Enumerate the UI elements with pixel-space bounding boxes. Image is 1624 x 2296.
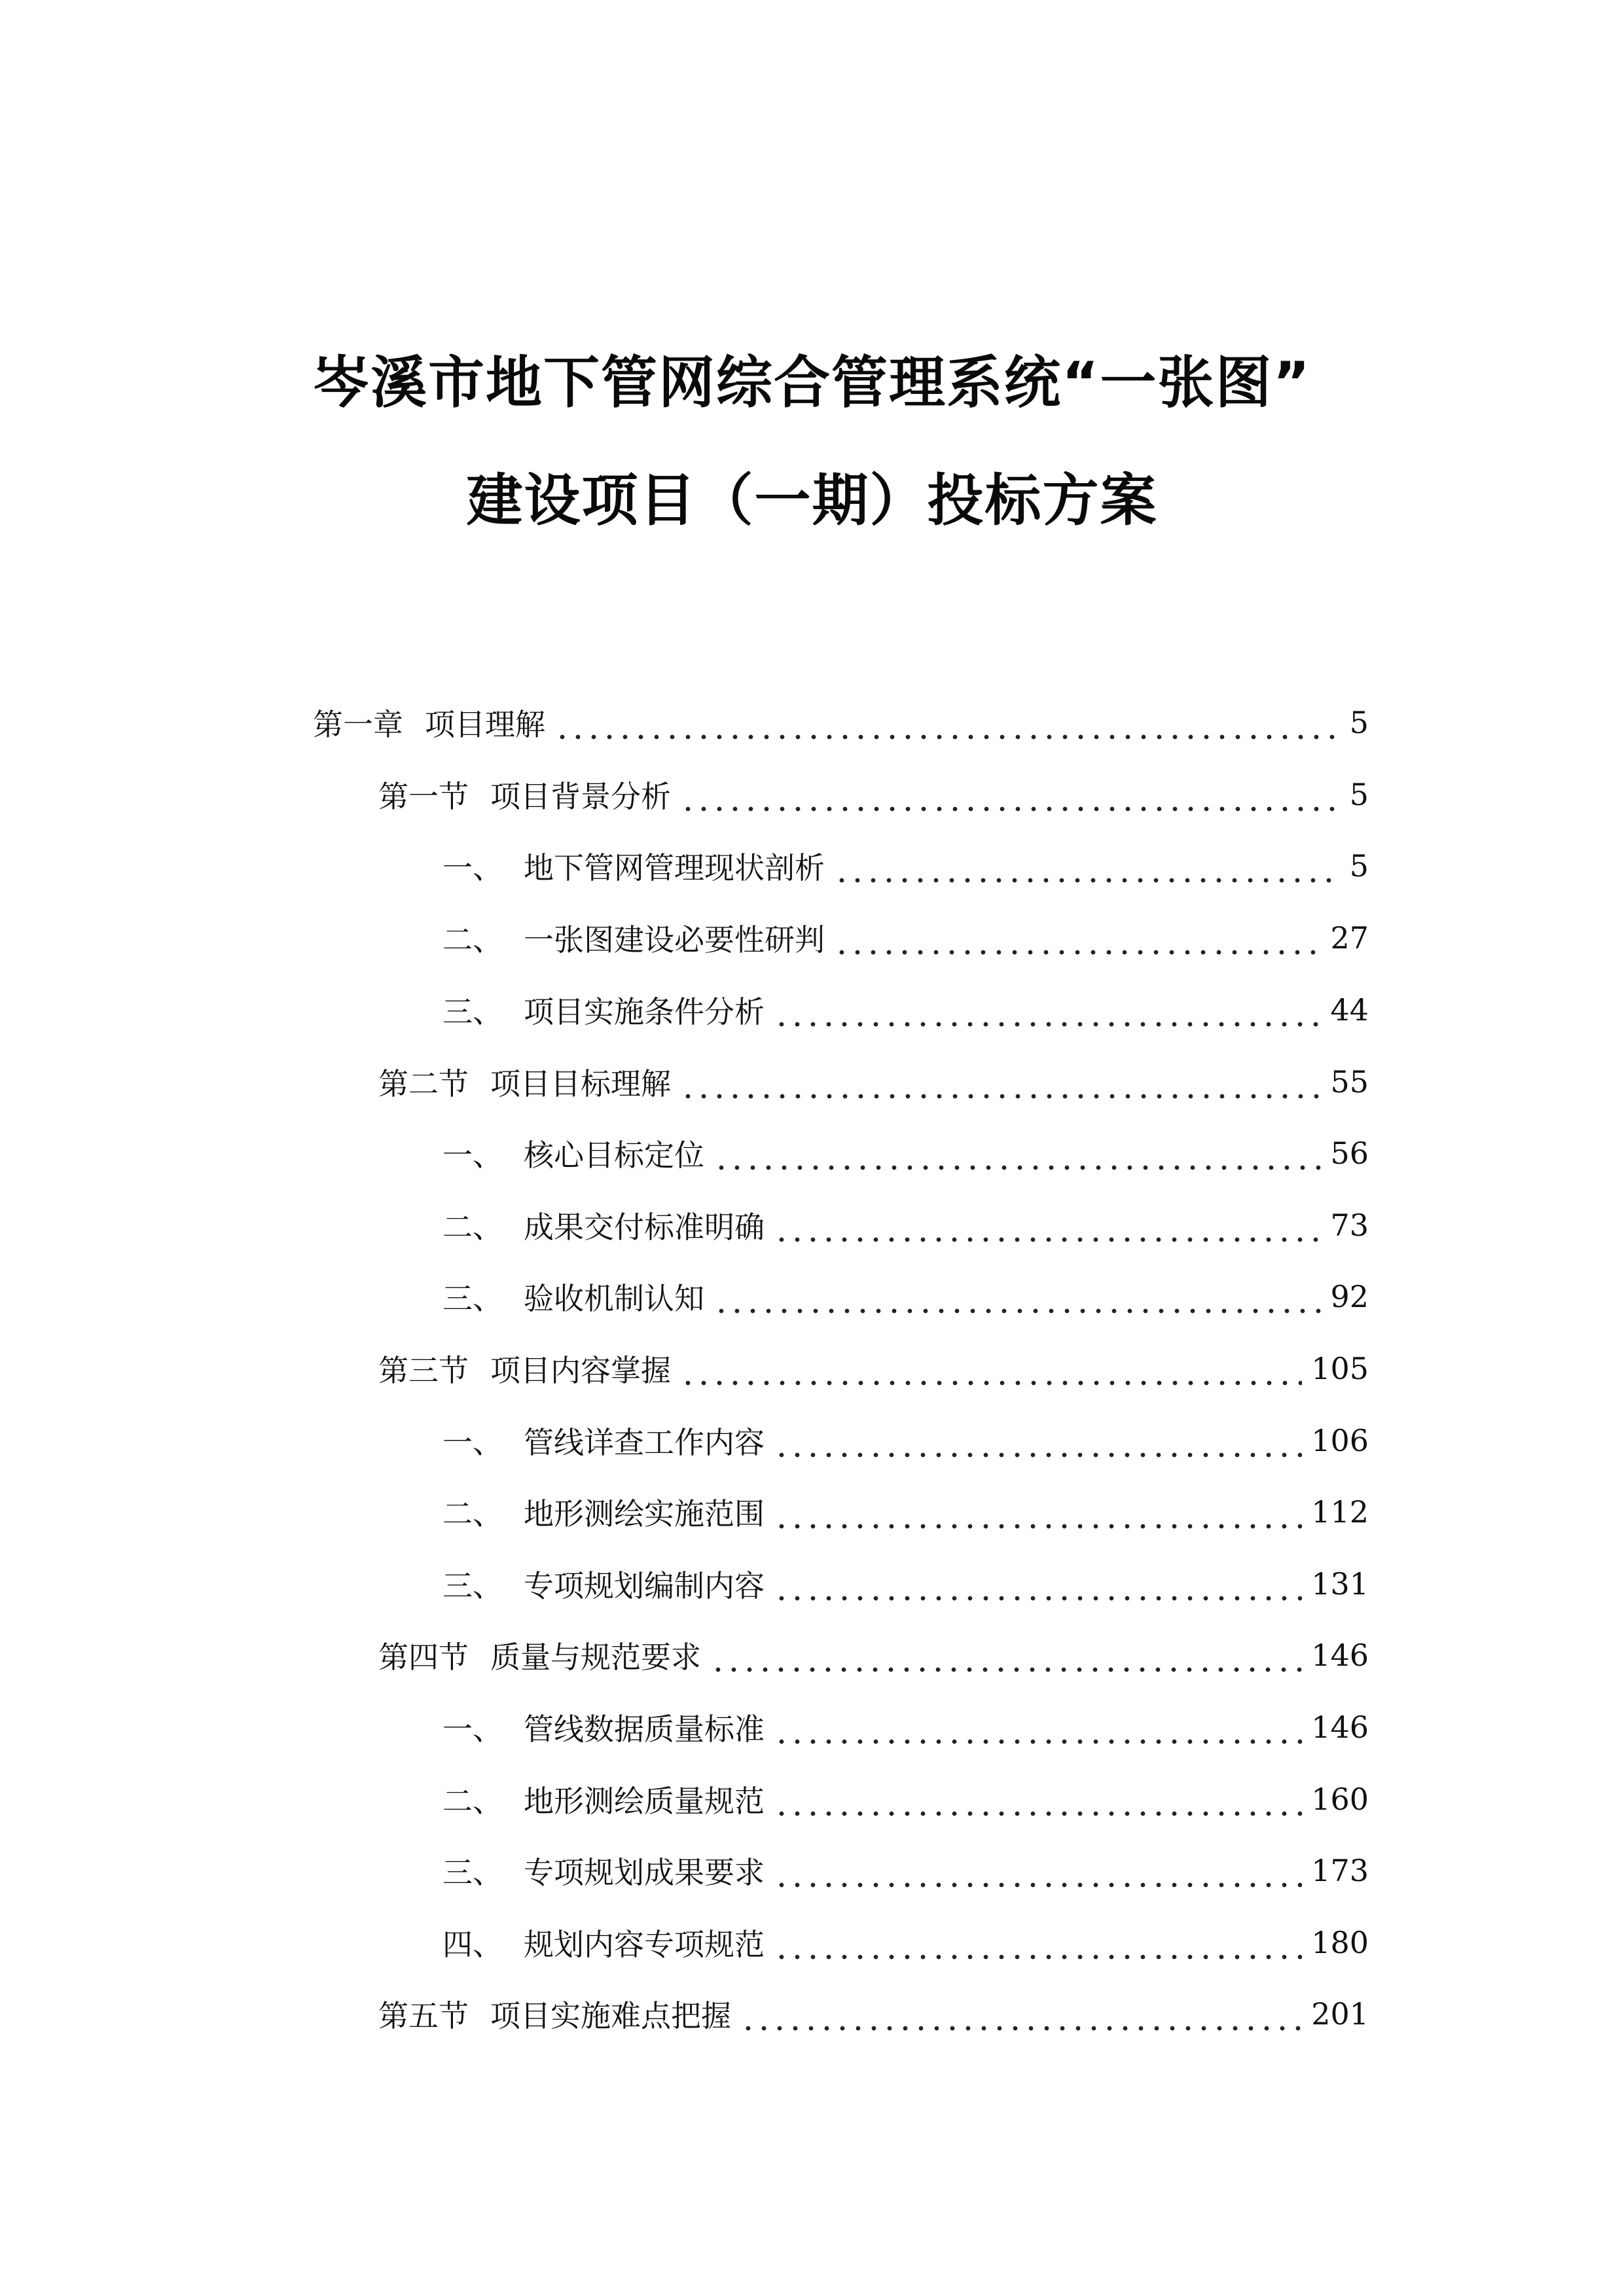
toc-entry-number: 三、: [442, 1568, 503, 1604]
toc-dot-leader: [713, 1270, 1321, 1323]
toc-entry-number: 一、: [442, 1138, 503, 1173]
toc-dot-leader: [834, 912, 1321, 964]
toc-entry-number: 二、: [442, 922, 503, 958]
toc-dot-leader: [774, 1773, 1302, 1825]
toc-entry[interactable]: [442, 840, 1369, 892]
toc-dot-leader: [680, 1342, 1302, 1395]
toc-entry[interactable]: [442, 1773, 1369, 1825]
toc-dot-leader: [740, 1988, 1302, 2040]
toc-entry-number: 一、: [442, 850, 503, 886]
toc-entry-page: 146: [1311, 1710, 1369, 1745]
toc-entry-title: 地形测绘质量规范: [524, 1784, 765, 1819]
toc-entry[interactable]: [378, 1342, 1369, 1395]
document-title-line-1: 岑溪市地下管网综合管理系统“一张图”: [312, 350, 1312, 416]
toc-entry[interactable]: [442, 1916, 1369, 1969]
toc-entry[interactable]: [378, 1629, 1369, 1681]
toc-entry-title: 专项规划编制内容: [524, 1568, 765, 1604]
toc-entry-page: 180: [1311, 1925, 1369, 1960]
toc-entry-page: 105: [1311, 1351, 1369, 1386]
toc-entry-page: 106: [1311, 1423, 1369, 1458]
toc-entry-page: 173: [1311, 1853, 1369, 1888]
toc-entry-title: 地下管网管理现状剖析: [524, 850, 825, 886]
toc-entry[interactable]: [442, 1414, 1369, 1467]
toc-dot-leader: [680, 768, 1341, 821]
toc-entry[interactable]: [442, 1270, 1369, 1323]
toc-dot-leader: [774, 1701, 1302, 1753]
toc-dot-leader: [774, 1558, 1302, 1610]
toc-entry-page: 201: [1311, 1996, 1369, 2032]
toc-entry-page: 160: [1311, 1782, 1369, 1817]
toc-dot-leader: [710, 1629, 1302, 1681]
toc-entry-number: 二、: [442, 1210, 503, 1245]
toc-entry-number: 第四节: [378, 1640, 469, 1675]
toc-entry-title: 专项规划成果要求: [524, 1855, 765, 1890]
toc-entry-page: 146: [1311, 1638, 1369, 1673]
toc-entry-title: 管线详查工作内容: [524, 1425, 765, 1460]
toc-dot-leader: [774, 1916, 1302, 1969]
toc-dot-leader: [713, 1127, 1321, 1179]
toc-entry-number: 第三节: [378, 1353, 469, 1388]
toc-entry[interactable]: [442, 1701, 1369, 1753]
toc-entry-page: 5: [1349, 848, 1369, 884]
toc-entry-number: 二、: [442, 1784, 503, 1819]
toc-entry-number: 第一章: [313, 707, 403, 742]
toc-entry-title: 地形测绘实施范围: [524, 1496, 765, 1532]
toc-entry-title: 项目目标理解: [490, 1066, 671, 1102]
toc-entry-title: 项目实施条件分析: [524, 994, 765, 1030]
toc-entry-title: 验收机制认知: [524, 1281, 704, 1316]
toc-entry[interactable]: [442, 1486, 1369, 1538]
toc-entry-page: 5: [1349, 777, 1369, 812]
toc-entry-title: 项目背景分析: [490, 779, 671, 814]
toc-entry[interactable]: [378, 1988, 1369, 2040]
toc-entry[interactable]: [378, 768, 1369, 821]
document-title-line-2: 建设项目（一期）投标方案: [466, 468, 1158, 533]
toc-entry-page: 73: [1330, 1208, 1369, 1243]
toc-entry[interactable]: [442, 1199, 1369, 1251]
toc-entry-number: 二、: [442, 1496, 503, 1532]
toc-dot-leader: [774, 984, 1321, 1036]
toc-entry-page: 27: [1330, 920, 1369, 956]
toc-entry[interactable]: [442, 912, 1369, 964]
toc-entry-number: 三、: [442, 1281, 503, 1316]
toc-dot-leader: [774, 1486, 1302, 1538]
toc-entry-title: 项目理解: [425, 707, 545, 742]
toc-entry-page: 112: [1311, 1494, 1369, 1530]
toc-entry-page: 56: [1330, 1136, 1369, 1171]
toc-dot-leader: [680, 1056, 1321, 1108]
toc-entry-title: 项目实施难点把握: [490, 1998, 731, 2034]
toc-entry-number: 三、: [442, 994, 503, 1030]
toc-dot-leader: [774, 1414, 1302, 1467]
toc-entry-title: 项目内容掌握: [490, 1353, 671, 1388]
toc-entry-title: 管线数据质量标准: [524, 1712, 765, 1747]
toc-entry-title: 规划内容专项规范: [524, 1927, 765, 1962]
toc-entry-title: 核心目标定位: [524, 1138, 704, 1173]
toc-entry-title: 质量与规范要求: [490, 1640, 701, 1675]
toc-entry[interactable]: [442, 984, 1369, 1036]
toc-entry-number: 四、: [442, 1927, 503, 1962]
toc-entry-page: 5: [1349, 705, 1369, 740]
toc-entry-title: 一张图建设必要性研判: [524, 922, 825, 958]
toc-entry-number: 一、: [442, 1712, 503, 1747]
toc-entry[interactable]: [442, 1127, 1369, 1179]
toc-dot-leader: [774, 1199, 1321, 1251]
toc-entry-page: 55: [1330, 1064, 1369, 1100]
toc-dot-leader: [774, 1844, 1302, 1897]
toc-entry[interactable]: [442, 1844, 1369, 1897]
toc-entry-number: 第二节: [378, 1066, 469, 1102]
toc-dot-leader: [834, 840, 1341, 892]
toc-entry-page: 131: [1311, 1566, 1369, 1602]
toc-entry-title: 成果交付标准明确: [524, 1210, 765, 1245]
toc-entry-page: 92: [1330, 1279, 1369, 1314]
toc-entry-number: 一、: [442, 1425, 503, 1460]
toc-entry-number: 第一节: [378, 779, 469, 814]
toc-entry[interactable]: [442, 1558, 1369, 1610]
toc-dot-leader: [554, 696, 1341, 749]
toc-entry[interactable]: [313, 696, 1369, 749]
toc-entry[interactable]: [378, 1056, 1369, 1108]
toc-entry-page: 44: [1330, 992, 1369, 1028]
toc-entry-number: 第五节: [378, 1998, 469, 2034]
toc-entry-number: 三、: [442, 1855, 503, 1890]
